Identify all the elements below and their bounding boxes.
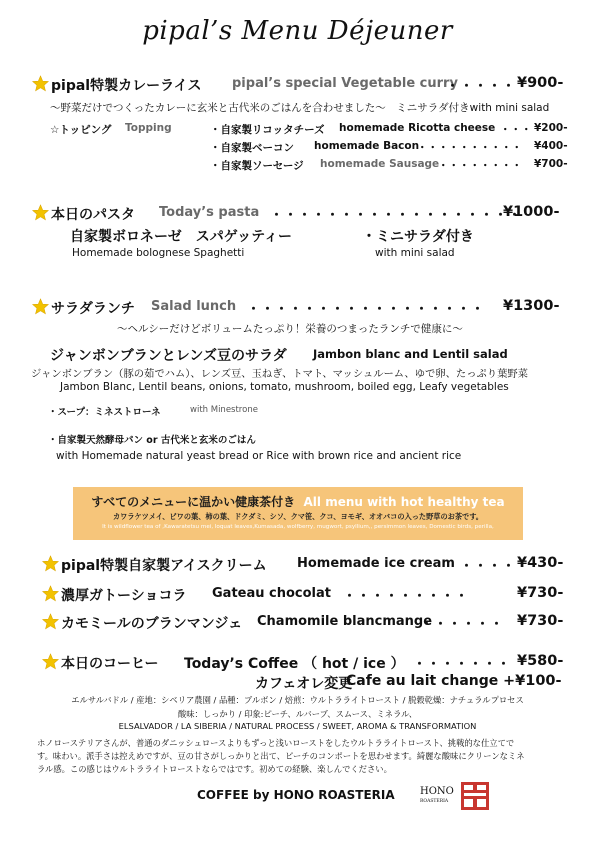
pasta-dish-en: Homemade bolognese Spaghetti — [72, 247, 245, 259]
page-title: pipal’s Menu Déjeuner — [142, 16, 453, 46]
topping-item-en: homemade Sausage — [320, 158, 440, 170]
dessert-price: ¥430- — [517, 555, 564, 571]
dessert-leader: ・・・・・・ — [420, 617, 505, 632]
dessert-name-jp: pipal特製自家製アイスクリーム — [61, 558, 267, 574]
curry-heading — [32, 75, 202, 95]
salad-name-jp: サラダランチ — [51, 301, 135, 317]
salad-leader: ・・・・・・・・・・・・・・・・・ — [247, 302, 486, 317]
topping-item-price: ¥700- — [534, 158, 568, 170]
logo-subtext: ROASTERIA — [420, 799, 449, 804]
dessert-price: ¥730- — [517, 613, 564, 629]
logo-text: HONO — [420, 786, 454, 797]
dessert-name-jp: 濃厚ガトーショコラ — [61, 588, 187, 604]
curry-price: ¥900- — [517, 75, 564, 91]
salad-ingredients-jp: ジャンボンブラン（豚の茹でハム）、レンズ豆、玉ねぎ、トマト、マッシュルーム、ゆで卵、たっぷり葉野菜 — [31, 368, 528, 380]
salad-ingredients-en: Jambon Blanc, Lentil beans, onions, tomato, mushroom, boiled egg, Leafy vegetables — [60, 381, 509, 393]
topping-label: ☆トッピング — [50, 124, 112, 136]
star-icon — [32, 75, 49, 92]
topping-item-jp: ・自家製ソーセージ — [210, 160, 304, 172]
topping-item-en: homemade Ricotta cheese — [339, 122, 496, 134]
pasta-name-en: Today’s pasta — [159, 205, 260, 220]
banner-headline-en: All menu with hot healthy tea — [303, 495, 505, 509]
coffee-note-line: す。味わい。派手さは控えめですが、豆の甘さがしっかりと出て、ピーチのコンポートを思わせます。綺麗な酸味にクリーンなミネ — [37, 751, 525, 761]
dessert-price: ¥730- — [517, 585, 564, 601]
banner-headline — [73, 493, 523, 510]
pasta-dish-jp: 自家製ボロネーゼ スパゲッティー — [70, 229, 293, 245]
coffee-footer: COFFEE by HONO ROASTERIA — [197, 788, 395, 802]
salad-dish-jp: ジャンボンブランとレンズ豆のサラダ — [50, 348, 287, 364]
coffee-taste: 酸味：しっかり / 印象:ピーチ、ルバーブ、スムース、ミネラル、 — [177, 709, 418, 719]
dessert-heading — [42, 613, 242, 633]
topping-item-leader: ・・・ — [500, 124, 532, 136]
dessert-name-en: Homemade ice cream — [297, 556, 455, 571]
dessert-name-en: Chamomile blancmange — [257, 614, 433, 629]
coffee-price: ¥580- — [517, 653, 564, 669]
salad-name-en: Salad lunch — [151, 299, 237, 314]
dessert-heading — [42, 555, 267, 575]
topping-item-jp: ・自家製ベーコン — [210, 142, 294, 154]
curry-name-jp: pipal特製カレーライス — [51, 78, 202, 94]
salad-soup-en: with Minestrone — [190, 405, 258, 415]
banner-headline-jp: すべてのメニューに温かい健康茶付き — [91, 495, 296, 509]
coffee-note-line: ラル感。この感じはウルトラライトローストならではです。初めての経験、楽しんでください。 — [37, 764, 392, 774]
cafe-au-lait-en: Cafe au lait change — [346, 673, 499, 689]
dessert-heading — [42, 585, 186, 605]
salad-bread-jp: ・自家製天然酵母パン or 古代米と玄米のごはん — [48, 435, 256, 446]
healthy-tea-banner — [73, 487, 523, 540]
curry-name-en: pipal’s special Vegetable curry — [232, 76, 458, 91]
star-icon — [32, 298, 49, 315]
banner-ingredients-en: It is wildflower tea of ,Kawaratetsu mei, loquat leaves,Kumasada, wolfberry, mugwort, psyllium,, persimmon leaves, Domestic birds, perilla, — [102, 524, 494, 530]
topping-item-en: homemade Bacon — [314, 140, 420, 152]
salad-heading — [32, 298, 135, 318]
coffee-origin: エルサルバドル / 産地：シベリア農園 / 品種：ブルボン / 焙煎：ウルトラライトロースト / 脱穀乾燥：ナチュラルプロセス — [71, 695, 524, 705]
salad-soup-jp: ・スープ：ミネストローネ — [48, 407, 161, 418]
topping-item-price: ¥200- — [534, 122, 568, 134]
dessert-leader: ・・・・・・・・・ — [343, 589, 470, 604]
star-icon — [42, 555, 59, 572]
hono-roasteria-logo-icon — [461, 782, 489, 810]
curry-leader: ・・・・・ — [446, 79, 517, 94]
star-icon — [42, 613, 59, 630]
pasta-heading — [32, 204, 135, 224]
topping-item-leader: ・・・・・・・・ — [438, 160, 522, 172]
banner-ingredients-jp: カワラケツメイ、ビワの葉、柿の葉、ドクダミ、シソ、クマ笹、クコ、ヨモギ、オオバコの入った野草のお茶です。 — [112, 512, 483, 521]
coffee-name-jp: 本日のコーヒー — [61, 656, 159, 672]
dessert-name-en: Gateau chocolat — [212, 586, 331, 601]
pasta-name-jp: 本日のパスタ — [51, 207, 135, 223]
cafe-au-lait-price: +¥100- — [503, 673, 562, 689]
pasta-leader: ・・・・・・・・・・・・・・・・・・ — [270, 208, 523, 223]
topping-item-leader: ・・・・・・・・・・ — [417, 142, 522, 154]
dessert-name-jp: カモミールのブランマンジェ — [61, 616, 243, 632]
topping-item-price: ¥400- — [534, 140, 568, 152]
coffee-note-line: ホノローステリアさんが、普通のダニッシュロースよりもずっと浅いローストをしたウルトラライトロースト、挑戦的な仕立てで — [37, 738, 515, 748]
dessert-leader: ・・・・ — [460, 559, 517, 574]
star-icon — [42, 585, 59, 602]
coffee-heading — [42, 653, 158, 673]
cafe-au-lait-jp: カフェオレ変更 — [255, 676, 353, 692]
topping-label-en: Topping — [125, 122, 172, 134]
coffee-leader: ・・・・・・・ — [413, 657, 512, 672]
coffee-name-en: Today’s Coffee （ hot / ice ） — [184, 656, 405, 672]
star-icon — [32, 204, 49, 221]
topping-item-jp: ・自家製リコッタチーズ — [210, 124, 325, 136]
salad-dish-en: Jambon blanc and Lentil salad — [313, 347, 508, 361]
coffee-origin-en: ELSALVADOR / LA SIBERIA / NATURAL PROCESS / SWEET, AROMA & TRANSFORMATION — [118, 721, 477, 731]
curry-description: 〜野菜だけでつくったカレーに玄米と古代米のごはんを合わせました〜 ミニサラダ付きwith mini salad — [50, 102, 550, 114]
pasta-salad-en: with mini salad — [375, 247, 455, 259]
salad-bread-en: with Homemade natural yeast bread or Rice with brown rice and ancient rice — [56, 450, 462, 462]
pasta-salad-jp: ・ミニサラダ付き — [362, 229, 474, 245]
salad-price: ¥1300- — [503, 298, 560, 314]
star-icon — [42, 653, 59, 670]
pasta-price: ¥1000- — [503, 204, 560, 220]
salad-tagline: 〜ヘルシーだけどボリュームたっぷり！栄養のつまったランチで健康に〜 — [117, 323, 463, 335]
